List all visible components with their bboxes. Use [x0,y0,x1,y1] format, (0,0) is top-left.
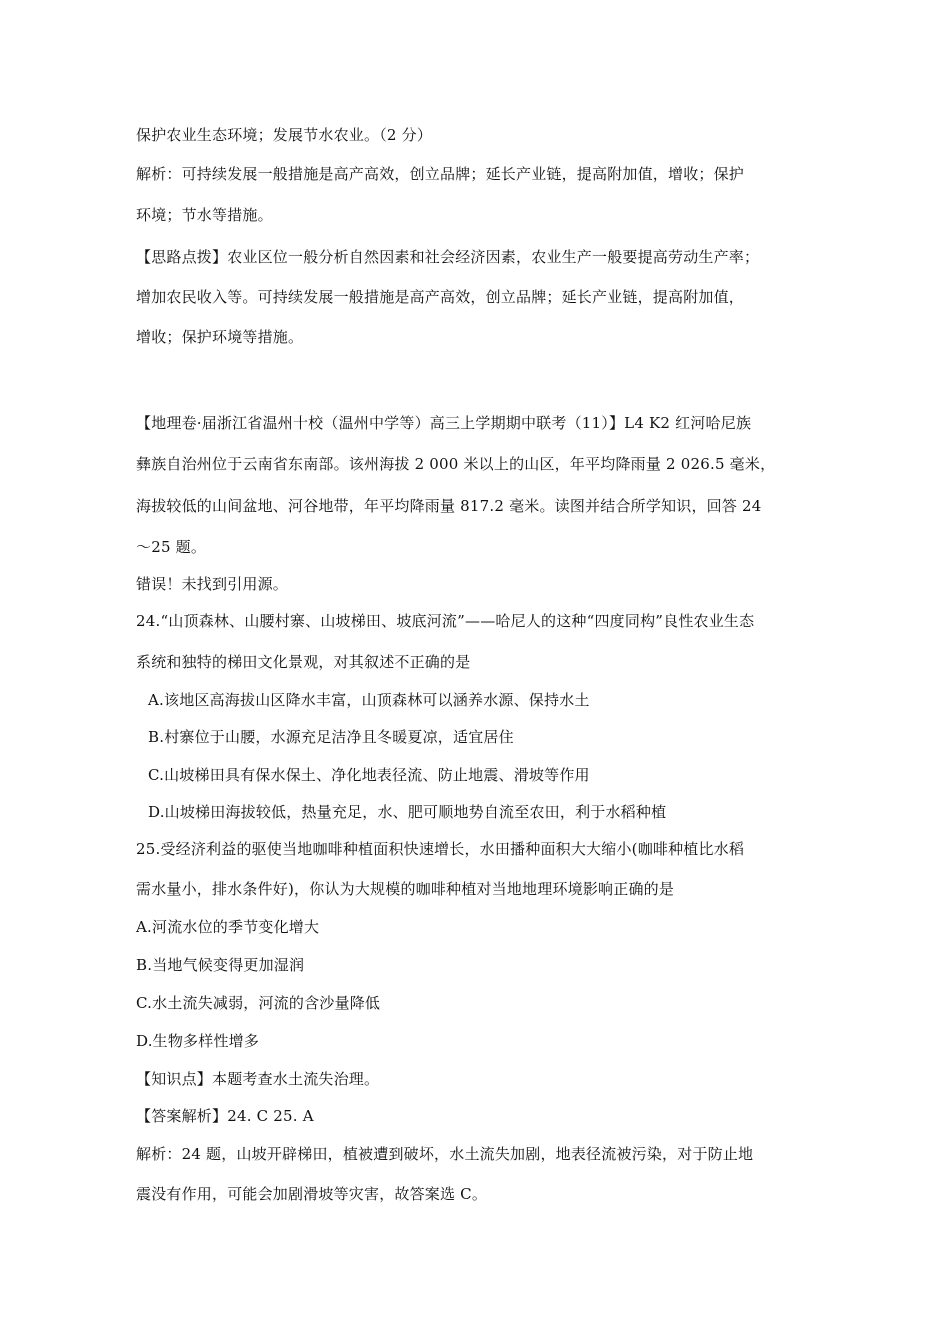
explanation-line-1: 解析：24 题，山坡开辟梯田，植被遭到破坏，水土流失加剧，地表径流被污染，对于防止地 [136,1145,754,1163]
analysis-line-1: 解析：可持续发展一般措施是高产高效，创立品牌；延长产业链，提高附加值，增收；保护 [136,165,745,183]
explanation-line-2: 震没有作用，可能会加剧滑坡等灾害，故答案选 C。 [136,1185,488,1203]
option-24-b: B.村寨位于山腰，水源充足洁净且冬暖夏凉，适宜居住 [148,728,514,746]
question-25-line-2: 需水量小，排水条件好)，你认为大规模的咖啡种植对当地地理环境影响正确的是 [136,880,675,898]
option-24-d: D.山坡梯田海拔较低，热量充足，水、肥可顺地势自流至农田，利于水稻种植 [148,803,667,821]
answer-line: 保护农业生态环境；发展节水农业。（2 分） [136,126,433,144]
question-24-line-1: 24.“山顶森林、山腰村寨、山坡梯田、坡底河流”——哈尼人的这种“四度同构”良性农业生态 [136,612,755,630]
option-24-a: A.该地区高海拔山区降水丰富，山顶森林可以涵养水源、保持水土 [148,691,590,709]
option-25-b: B.当地气候变得更加湿润 [136,956,305,974]
answer-analysis: 【答案解析】24. C 25. A [136,1107,314,1125]
source-line-4: ～25 题。 [136,538,207,556]
source-line-3: 海拔较低的山间盆地、河谷地带，年平均降雨量 817.2 毫米。读图并结合所学知识，回答 24 [136,497,762,515]
hint-line-2: 增加农民收入等。可持续发展一般措施是高产高效，创立品牌；延长产业链，提高附加值， [136,288,745,306]
error-reference: 错误！未找到引用源。 [136,575,289,593]
question-24-line-2: 系统和独特的梯田文化景观，对其叙述不正确的是 [136,653,471,671]
option-25-a: A.河流水位的季节变化增大 [136,918,320,936]
option-24-c: C.山坡梯田具有保水保土、净化地表径流、防止地震、滑坡等作用 [148,766,590,784]
hint-line-1: 【思路点拨】农业区位一般分析自然因素和社会经济因素，农业生产一般要提高劳动生产率； [136,248,760,266]
question-25-line-1: 25.受经济利益的驱使当地咖啡种植面积快速增长，水田播种面积大大缩小(咖啡种植比水稻 [136,840,745,858]
analysis-line-2: 环境；节水等措施。 [136,206,273,224]
source-line-1: 【地理卷·届浙江省温州十校（温州中学等）高三上学期期中联考（11）】L4 K2 红河哈尼族 [136,414,752,432]
option-25-c: C.水土流失减弱，河流的含沙量降低 [136,994,381,1012]
knowledge-point: 【知识点】本题考查水土流失治理。 [136,1070,380,1088]
hint-line-3: 增收；保护环境等措施。 [136,328,304,346]
source-line-2: 彝族自治州位于云南省东南部。该州海拔 2 000 米以上的山区，年平均降雨量 2 026.5 毫米， [136,455,776,473]
option-25-d: D.生物多样性增多 [136,1032,260,1050]
